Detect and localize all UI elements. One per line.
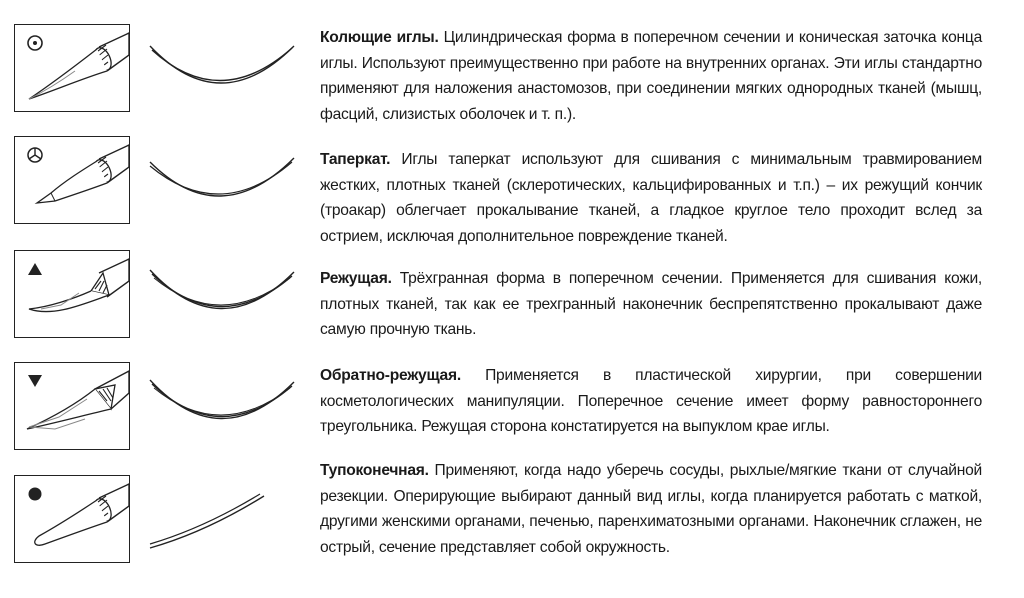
needle-text: Применяют, когда надо уберечь сосуды, рыхлые/мягкие ткани от случайной резекции. Оперирующие выбирают данный вид иглы, когда планируется работать с маткой, другими женскими органами, печенью, паренхиматозными органами. Наконечник сглажен, не острый, сечение представляет собой окружность. <box>320 462 982 556</box>
needle-tip-illustration <box>14 362 130 450</box>
tapercut-tip-drawing <box>15 137 131 225</box>
needle-description <box>320 266 982 343</box>
needle-tip-illustration <box>14 250 130 338</box>
needle-curve <box>146 40 298 100</box>
needle-text: Трёхгранная форма в поперечном сечении. Применяется для сшивания кожи, плотных тканей, так как ее трехгранный наконечник беспрепятственно прокалывают даже самую прочную ткань. <box>320 270 982 338</box>
needle-description <box>320 147 982 249</box>
needle-description <box>320 458 982 560</box>
needle-tip-illustration <box>14 24 130 112</box>
needle-description <box>320 25 982 127</box>
blunt-tip-drawing <box>15 476 131 564</box>
reverse-cutting-tip-drawing <box>15 363 131 451</box>
needle-curve <box>146 152 298 212</box>
needle-text: Цилиндрическая форма в поперечном сечении и коническая заточка конца иглы. Используют преимущественно при работе на внутренних органах. Эти иглы стандартно применяют для наложения анастомозов, при соединении мягких однородных тканей (мышц, фасций, слизистых оболочек и т. п.). <box>320 29 983 123</box>
filled-circle-icon <box>29 488 42 501</box>
needle-description <box>320 363 982 440</box>
triangle-down-icon <box>28 375 42 387</box>
piercing-tip-drawing <box>15 25 131 113</box>
needle-term: Обратно-режущая. <box>320 367 461 384</box>
needle-tip-illustration <box>14 475 130 563</box>
needle-term: Колющие иглы. <box>320 29 439 46</box>
triangle-up-icon <box>28 263 42 275</box>
cutting-tip-drawing <box>15 251 131 339</box>
needle-curve <box>146 376 298 436</box>
needle-curve <box>146 492 298 552</box>
needle-text: Применяется в пластической хирургии, при совершении косметологических манипуляции. Поперечное сечение имеет форму равностороннего треугольника. Режущая сторона констатируется на выпуклом крае иглы. <box>320 367 982 435</box>
needle-tip-illustration <box>14 136 130 224</box>
needle-curve <box>146 266 298 326</box>
needle-term: Тупоконечная. <box>320 462 429 479</box>
needle-text: Иглы таперкат используют для сшивания с минимальным травмированием жестких, плотных тканей (склеротических, кальцифированных и т.п.) – их режущий кончик (троакар) облегчает прокалывание тканей, а гладкое круглое тело проходит вслед за острием, исключая дополнительное повреждение тканей. <box>320 151 982 245</box>
needle-term: Таперкат. <box>320 151 391 168</box>
needle-term: Режущая. <box>320 270 392 287</box>
circle-dot-center <box>33 41 37 45</box>
